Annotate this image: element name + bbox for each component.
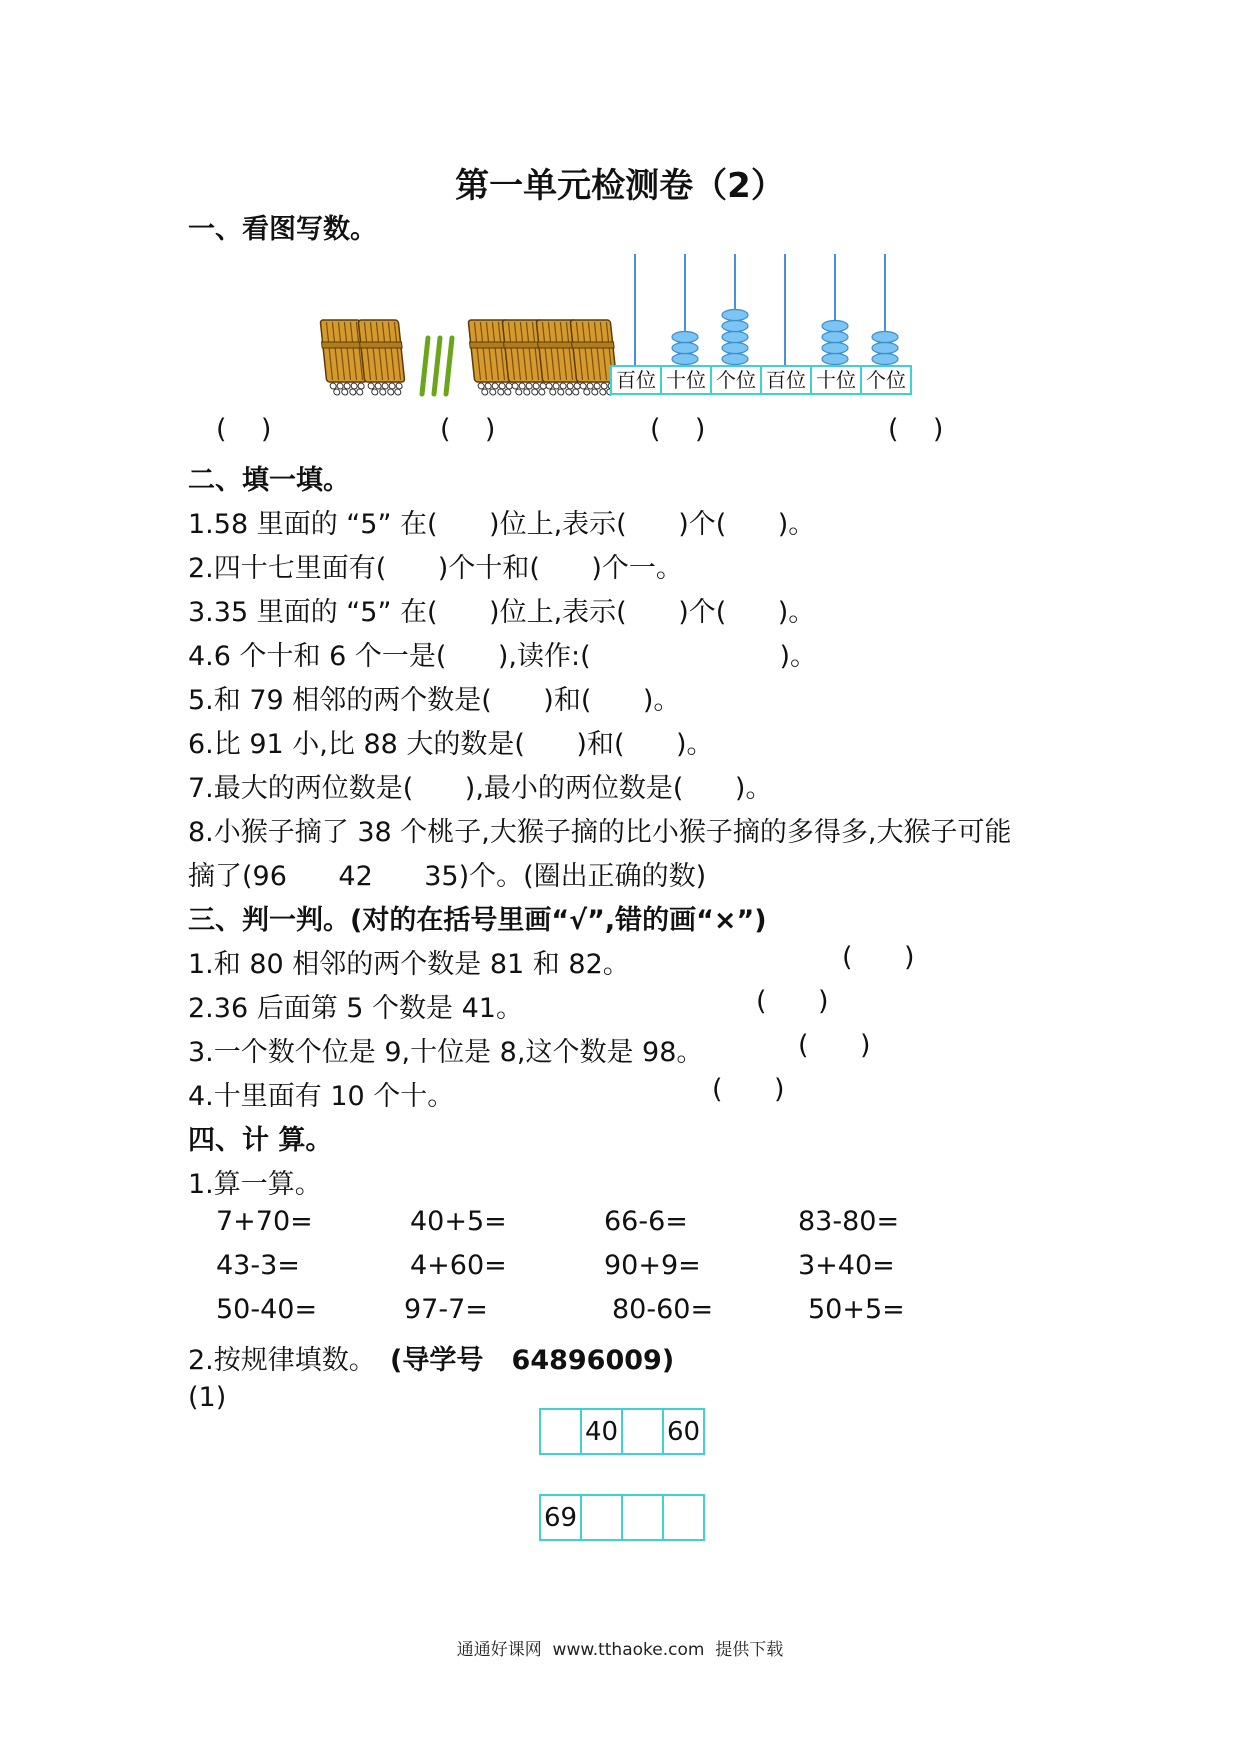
calc-item: 4+60= — [410, 1250, 507, 1281]
abacus-bead — [722, 343, 748, 354]
pattern-cell[interactable] — [582, 1496, 623, 1539]
judge-question-1: 1.和 80 相邻的两个数是 81 和 82。 — [188, 949, 630, 980]
answer-paren-3[interactable]: ( ) — [650, 414, 706, 445]
judge-question-3: 3.一个数个位是 9,十位是 8,这个数是 98。 — [188, 1037, 704, 1068]
fill-question-5: 5.和 79 相邻的两个数是( )和( )。 — [188, 685, 681, 716]
pattern-note: (导学号 64896009) — [390, 1345, 675, 1376]
fill-question-6: 6.比 91 小,比 88 大的数是( )和( )。 — [188, 729, 714, 760]
abacus-place-label: 百位 — [616, 368, 656, 392]
abacus-bead — [672, 343, 698, 354]
pattern-cell[interactable] — [623, 1496, 664, 1539]
pattern-cell[interactable] — [664, 1496, 703, 1539]
calc-item: 3+40= — [798, 1250, 895, 1281]
pattern-cell[interactable] — [623, 1410, 664, 1453]
abacus-bead — [822, 354, 848, 365]
judge-paren-1[interactable]: ( ) — [842, 942, 915, 973]
abacus-place-label: 个位 — [866, 368, 906, 392]
abacus-bead — [722, 354, 748, 365]
calc-item: 80-60= — [612, 1294, 714, 1325]
fill-question-7: 7.最大的两位数是( ),最小的两位数是( )。 — [188, 773, 773, 804]
judge-paren-4[interactable]: ( ) — [712, 1074, 785, 1105]
answer-paren-4[interactable]: ( ) — [888, 414, 944, 445]
abacus-bead — [872, 332, 898, 343]
pattern-cell[interactable]: 40 — [582, 1410, 623, 1453]
calc-item: 40+5= — [410, 1206, 507, 1237]
judge-question-2: 2.36 后面第 5 个数是 41。 — [188, 993, 523, 1024]
calc-item: 83-80= — [798, 1206, 900, 1237]
section-1-heading: 一、看图写数。 — [188, 214, 377, 245]
pattern-cell[interactable]: 60 — [666, 1416, 701, 1447]
calc-item: 7+70= — [216, 1206, 313, 1237]
section-4-heading: 四、计 算。 — [188, 1125, 333, 1156]
abacus-place-label: 十位 — [816, 368, 856, 392]
calc-subtitle: 1.算一算。 — [188, 1169, 322, 1200]
calc-item: 66-6= — [604, 1206, 688, 1237]
pattern-subpart: (1) — [188, 1382, 227, 1413]
pattern-row-1 — [539, 1408, 705, 1455]
pattern-cell[interactable] — [541, 1410, 582, 1453]
fill-question-3: 3.35 里面的 “5” 在( )位上,表示( )个( )。 — [188, 597, 816, 628]
abacus-bead — [872, 354, 898, 365]
abacus-bead — [722, 332, 748, 343]
abacus-place-label: 十位 — [666, 368, 706, 392]
section-3-heading: 三、判一判。(对的在括号里画“√”,错的画“×”) — [188, 905, 767, 936]
abacus-place-label: 百位 — [766, 368, 806, 392]
pattern-cell[interactable]: 69 — [541, 1496, 582, 1539]
abacus-bead — [722, 310, 748, 321]
judge-paren-2[interactable]: ( ) — [756, 986, 829, 1017]
calc-item: 43-3= — [216, 1250, 300, 1281]
judge-paren-3[interactable]: ( ) — [798, 1030, 871, 1061]
calc-item: 90+9= — [604, 1250, 701, 1281]
abacus-place-label: 个位 — [716, 368, 756, 392]
fill-question-8-cont: 摘了(96 42 35)个。(圈出正确的数) — [188, 861, 707, 892]
place-value-abacus — [610, 254, 916, 398]
abacus-bead — [872, 343, 898, 354]
pattern-row-2 — [539, 1494, 705, 1541]
abacus-bead — [822, 332, 848, 343]
calc-item: 97-7= — [404, 1294, 488, 1325]
fill-question-4: 4.6 个十和 6 个一是( ),读作:( )。 — [188, 641, 817, 672]
abacus-bead — [672, 354, 698, 365]
calc-item: 50+5= — [808, 1294, 905, 1325]
abacus-bead — [672, 332, 698, 343]
answer-paren-1[interactable]: ( ) — [216, 414, 272, 445]
pattern-subtitle: 2.按规律填数。 — [188, 1345, 376, 1376]
page-title: 第一单元检测卷（2） — [455, 166, 785, 206]
footer-credit: 通通好课网 www.tthaoke.com 提供下载 — [456, 1640, 784, 1660]
fill-question-1: 1.58 里面的 “5” 在( )位上,表示( )个( )。 — [188, 509, 816, 540]
judge-question-4: 4.十里面有 10 个十。 — [188, 1081, 455, 1112]
fill-question-8: 8.小猴子摘了 38 个桃子,大猴子摘的比小猴子摘的多得多,大猴子可能 — [188, 817, 1012, 848]
fill-question-2: 2.四十七里面有( )个十和( )个一。 — [188, 553, 683, 584]
abacus-bead — [722, 321, 748, 332]
section-2-heading: 二、填一填。 — [188, 465, 350, 496]
abacus-bead — [822, 343, 848, 354]
bundled-sticks-picture — [318, 318, 618, 398]
calc-item: 50-40= — [216, 1294, 318, 1325]
answer-paren-2[interactable]: ( ) — [440, 414, 496, 445]
abacus-bead — [822, 321, 848, 332]
